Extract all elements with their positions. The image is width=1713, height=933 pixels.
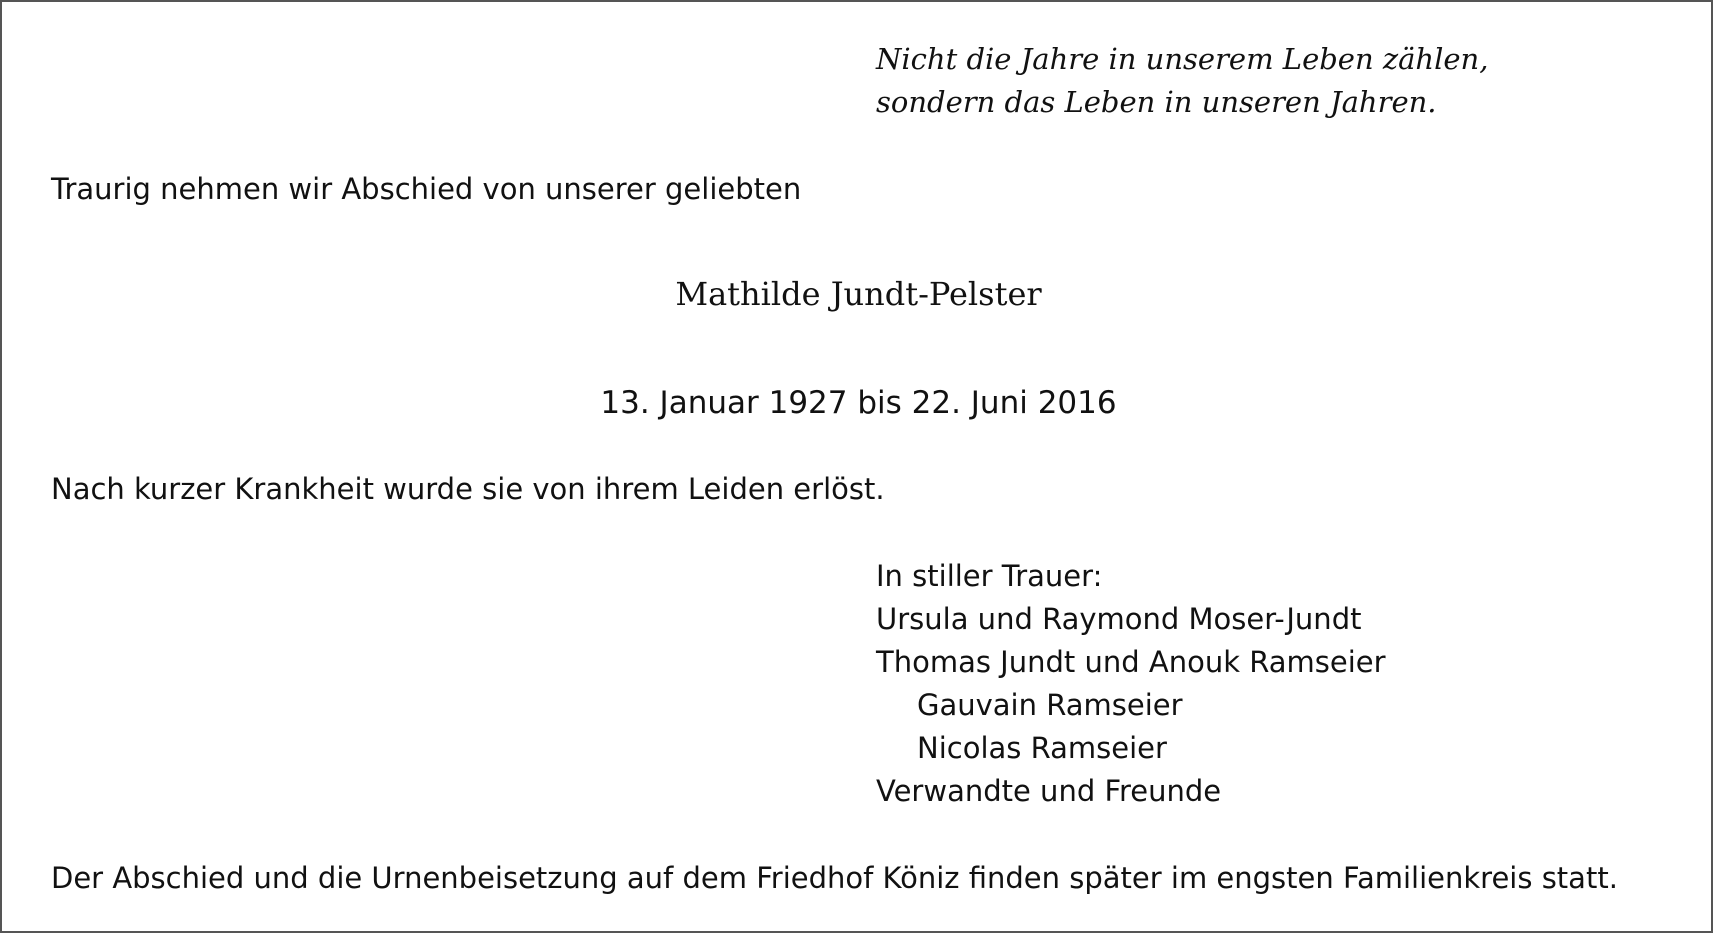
mourner-name: Ursula und Raymond Moser-Jundt xyxy=(876,602,1362,636)
intro-text: Traurig nehmen wir Abschied von unserer geliebten xyxy=(51,172,802,206)
mourner-name: Nicolas Ramseier xyxy=(917,731,1167,765)
motto-line-2: sondern das Leben in unseren Jahren. xyxy=(876,85,1437,119)
mourners-heading: In stiller Trauer: xyxy=(876,559,1103,593)
motto-quote xyxy=(876,38,1488,124)
mourner-name: Verwandte und Freunde xyxy=(876,774,1222,808)
motto-line-1: Nicht die Jahre in unserem Leben zählen, xyxy=(876,42,1489,76)
mourner-name: Gauvain Ramseier xyxy=(917,688,1183,722)
life-dates: 13. Januar 1927 bis 22. Juni 2016 xyxy=(600,385,1117,421)
mourners-list xyxy=(876,555,1386,813)
deceased-name: Mathilde Jundt-Pelster xyxy=(675,275,1042,313)
funeral-note: Der Abschied und die Urnenbeisetzung auf dem Friedhof Köniz finden später im engsten Familienkreis statt. xyxy=(51,861,1618,895)
mourner-name: Thomas Jundt und Anouk Ramseier xyxy=(876,645,1386,679)
illness-note: Nach kurzer Krankheit wurde sie von ihrem Leiden erlöst. xyxy=(51,472,885,506)
